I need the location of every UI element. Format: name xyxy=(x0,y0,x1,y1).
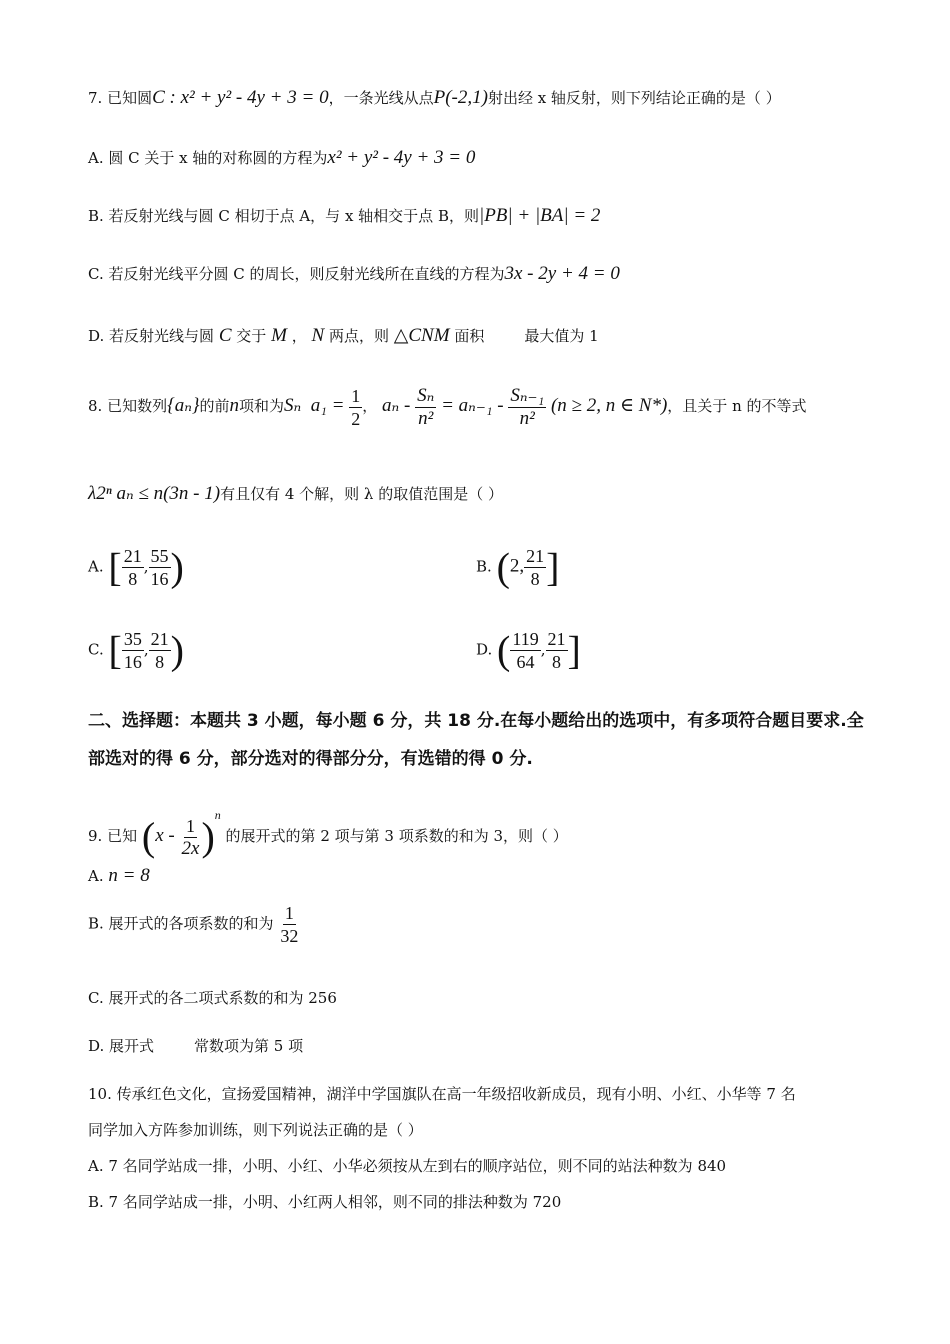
option-label: A. xyxy=(88,557,104,576)
q7-a-text: A. 圆 C 关于 x 轴的对称圆的方程为 xyxy=(88,149,328,167)
frac-den: n² xyxy=(418,407,434,429)
frac-num: Sₙ₋₁ xyxy=(510,384,545,406)
q9-stem xyxy=(88,790,568,861)
fraction xyxy=(149,545,171,590)
q8-inequality: λ2ⁿ aₙ ≤ n(3n - 1) xyxy=(88,483,221,504)
section-heading: 二、选择题：本题共 3 小题，每小题 6 分，共 18 分.在每小题给出的选项中，有多项符合题目要求.全部选对的得 6 分，部分选对的得部分分，有选错的得 0 分. xyxy=(88,711,864,769)
q8-option-a: A. [ $\frac{21}{8}$ , $\frac{55}{16}$ ) xyxy=(88,544,184,590)
q8-option-b xyxy=(476,545,559,590)
q8-sequence: {aₙ} xyxy=(167,395,200,416)
q7-option-a xyxy=(88,148,475,168)
q9-fraction xyxy=(180,815,202,860)
q7-circle-equation: C : x² + y² - 4y + 3 = 0 xyxy=(152,87,329,108)
q7-c-equation: 3x - 2y + 4 = 0 xyxy=(504,263,620,284)
frac-den: 8 xyxy=(552,652,561,672)
fraction xyxy=(546,628,568,673)
q7-stem-text3: 射出经 x 轴反射，则下列结论正确的是（ ） xyxy=(487,89,781,107)
frac-num: 21 xyxy=(123,546,142,566)
q9-option-a xyxy=(88,866,150,886)
q7-option-b xyxy=(88,206,600,226)
q8-stem-line2 xyxy=(88,484,503,504)
frac-num: 119 xyxy=(512,629,539,649)
bracket: ] xyxy=(546,544,560,590)
q7-stem-text: 7. 已知圆 xyxy=(88,89,153,107)
fraction xyxy=(122,628,144,673)
q9-d-text2: 常数项为第 5 项 xyxy=(194,1037,304,1055)
q7-d-triangle: △CNM xyxy=(393,325,450,346)
q10-stem-line1: 10. 传承红色文化，宣扬爱国精神，湖洋中学国旗队在高一年级招收新成员，现有小明、小红、小华等 7 名 xyxy=(88,1085,796,1103)
frac-den: 64 xyxy=(516,652,535,672)
q9-option-b xyxy=(88,902,300,947)
q7-d-text: D. 若反射光线与圆 xyxy=(88,327,215,345)
option-label: D. xyxy=(476,640,493,659)
q7-option-c xyxy=(88,264,620,284)
q9-x: x - xyxy=(155,825,175,846)
q7-d-text4: 面积 xyxy=(454,327,485,345)
paren: ) xyxy=(201,814,215,859)
frac-num: 1 xyxy=(284,903,294,923)
q7-d-point-m: M xyxy=(271,325,287,346)
fraction xyxy=(122,545,144,590)
frac-den: 8 xyxy=(530,569,540,589)
q8-half-fraction xyxy=(349,385,362,430)
q7-stem-text2: ，一条光线从点 xyxy=(328,89,434,107)
q9-option-c xyxy=(88,988,337,1008)
bracket: ) xyxy=(170,627,184,673)
q8-frac2 xyxy=(508,385,546,430)
q8-stem-text3: 项和为 xyxy=(239,397,285,415)
q9-b-text: B. 展开式的各项系数的和为 xyxy=(88,914,274,933)
frac-den: 8 xyxy=(128,569,138,589)
q7-d-circle: C xyxy=(218,325,232,346)
q8-rec-condition: (n ≥ 2, n ∈ N*) xyxy=(550,395,668,416)
q7-d-text2: 交于 xyxy=(236,327,267,345)
q7-c-text: C. 若反射光线平分圆 C 的周长，则反射光线所在直线的方程为 xyxy=(88,265,505,283)
frac-den: 32 xyxy=(280,926,299,946)
fraction xyxy=(149,628,171,673)
q8-n: n xyxy=(229,395,240,416)
frac-num: 1 xyxy=(351,385,361,406)
q9-d-text: D. 展开式 xyxy=(88,1037,155,1055)
q10-option-a: A. 7 名同学站成一排，小明、小红、小华必须按从左到右的顺序站位，则不同的站法种数为 840 xyxy=(88,1157,727,1175)
bracket: [ xyxy=(108,627,122,673)
frac-den: 2x xyxy=(181,837,200,859)
q8-stem-text2: 的前 xyxy=(199,397,230,415)
q8-a1: a₁ = xyxy=(310,395,345,416)
q7-b-text: B. 若反射光线与圆 C 相切于点 A，与 x 轴相交于点 B，则 xyxy=(88,207,479,225)
frac-num: 21 xyxy=(547,629,566,649)
frac-den: n² xyxy=(519,407,535,429)
frac-num: 21 xyxy=(150,629,169,649)
q9-b-fraction xyxy=(278,902,300,947)
frac-num: 21 xyxy=(526,546,545,566)
frac-den: 8 xyxy=(155,652,165,672)
frac-den: 16 xyxy=(123,652,142,672)
q8-rec-mid: = aₙ₋₁ - xyxy=(441,395,504,416)
q9-stem-text: 9. 已知 xyxy=(88,827,138,845)
q10-stem-line2: 同学加入方阵参加训练，则下列说法正确的是（ ） xyxy=(88,1121,423,1139)
q8-option-d: D. ( $\frac{119}{64}$ , $\frac{21}{8}$ ] xyxy=(476,627,581,673)
q7-stem xyxy=(88,88,781,108)
q8-stem-text5: 有且仅有 4 个解，则 λ 的取值范围是（ ） xyxy=(220,485,503,503)
q10-option-b: B. 7 名同学站成一排，小明、小红两人相邻，则不同的排法种数为 720 xyxy=(88,1193,562,1211)
q9-c-text: C. 展开式的各二项式系数的和为 256 xyxy=(88,989,337,1007)
q9-option-d xyxy=(88,1036,303,1056)
option-label: B. xyxy=(476,557,492,576)
bracket: ( xyxy=(497,627,511,673)
frac-den: 16 xyxy=(150,569,169,589)
q8-option-c: C. [ $\frac{35}{16}$ , $\frac{21}{8}$ ) xyxy=(88,627,184,673)
q7-b-equation: |PB| + |BA| = 2 xyxy=(478,205,601,226)
q8-stem-text4: ，且关于 n 的不等式 xyxy=(667,397,807,415)
fraction xyxy=(524,545,546,590)
q7-point: P(-2,1) xyxy=(433,87,488,108)
q8-sn: Sₙ xyxy=(284,395,302,416)
q7-a-equation: x² + y² - 4y + 3 = 0 xyxy=(327,147,476,168)
value: 2, xyxy=(509,555,525,577)
q8-stem-text: 8. 已知数列 xyxy=(88,397,168,415)
q7-d-point-n: N xyxy=(311,325,325,346)
frac-den: 2 xyxy=(351,408,361,429)
q9-stem-text2: 的展开式的第 2 项与第 3 项系数的和为 3，则（ ） xyxy=(225,827,568,845)
q9-a-label: A. xyxy=(88,867,104,885)
frac-num: 35 xyxy=(123,629,142,649)
paren: ( xyxy=(141,814,156,859)
option-label: C. xyxy=(88,640,104,659)
q9-a-equation: n = 8 xyxy=(108,865,150,886)
bracket: [ xyxy=(108,544,122,590)
q8-rec-left: aₙ - xyxy=(382,395,411,416)
frac-num: 1 xyxy=(185,815,195,836)
bracket: ) xyxy=(170,544,184,590)
q7-option-d xyxy=(88,326,599,346)
q7-d-text5: 最大值为 1 xyxy=(524,327,599,345)
q7-d-text3: 两点，则 xyxy=(328,327,389,345)
q7-d-comma: ， xyxy=(291,327,307,345)
q9-exponent: n xyxy=(214,808,221,822)
fraction xyxy=(510,628,540,673)
bracket: ( xyxy=(496,544,510,590)
bracket: ] xyxy=(567,627,581,673)
q8-frac1 xyxy=(415,385,436,430)
frac-num: Sₙ xyxy=(417,384,435,406)
frac-num: 55 xyxy=(150,546,169,566)
q8-stem: 8. 已知数列{aₙ}的前n项和为Sₙ a₁ = $\frac{1}{2}$ ， aₙ - $\frac{\text{Sₙ}}{\text{n²}}$ = aₙ₋₁ - $\frac{\text{Sₙ₋₁}}{\text{n²}}$ (n ≥ 2, n ∈ N*)，且关于 n 的不等式 xyxy=(88,384,807,429)
